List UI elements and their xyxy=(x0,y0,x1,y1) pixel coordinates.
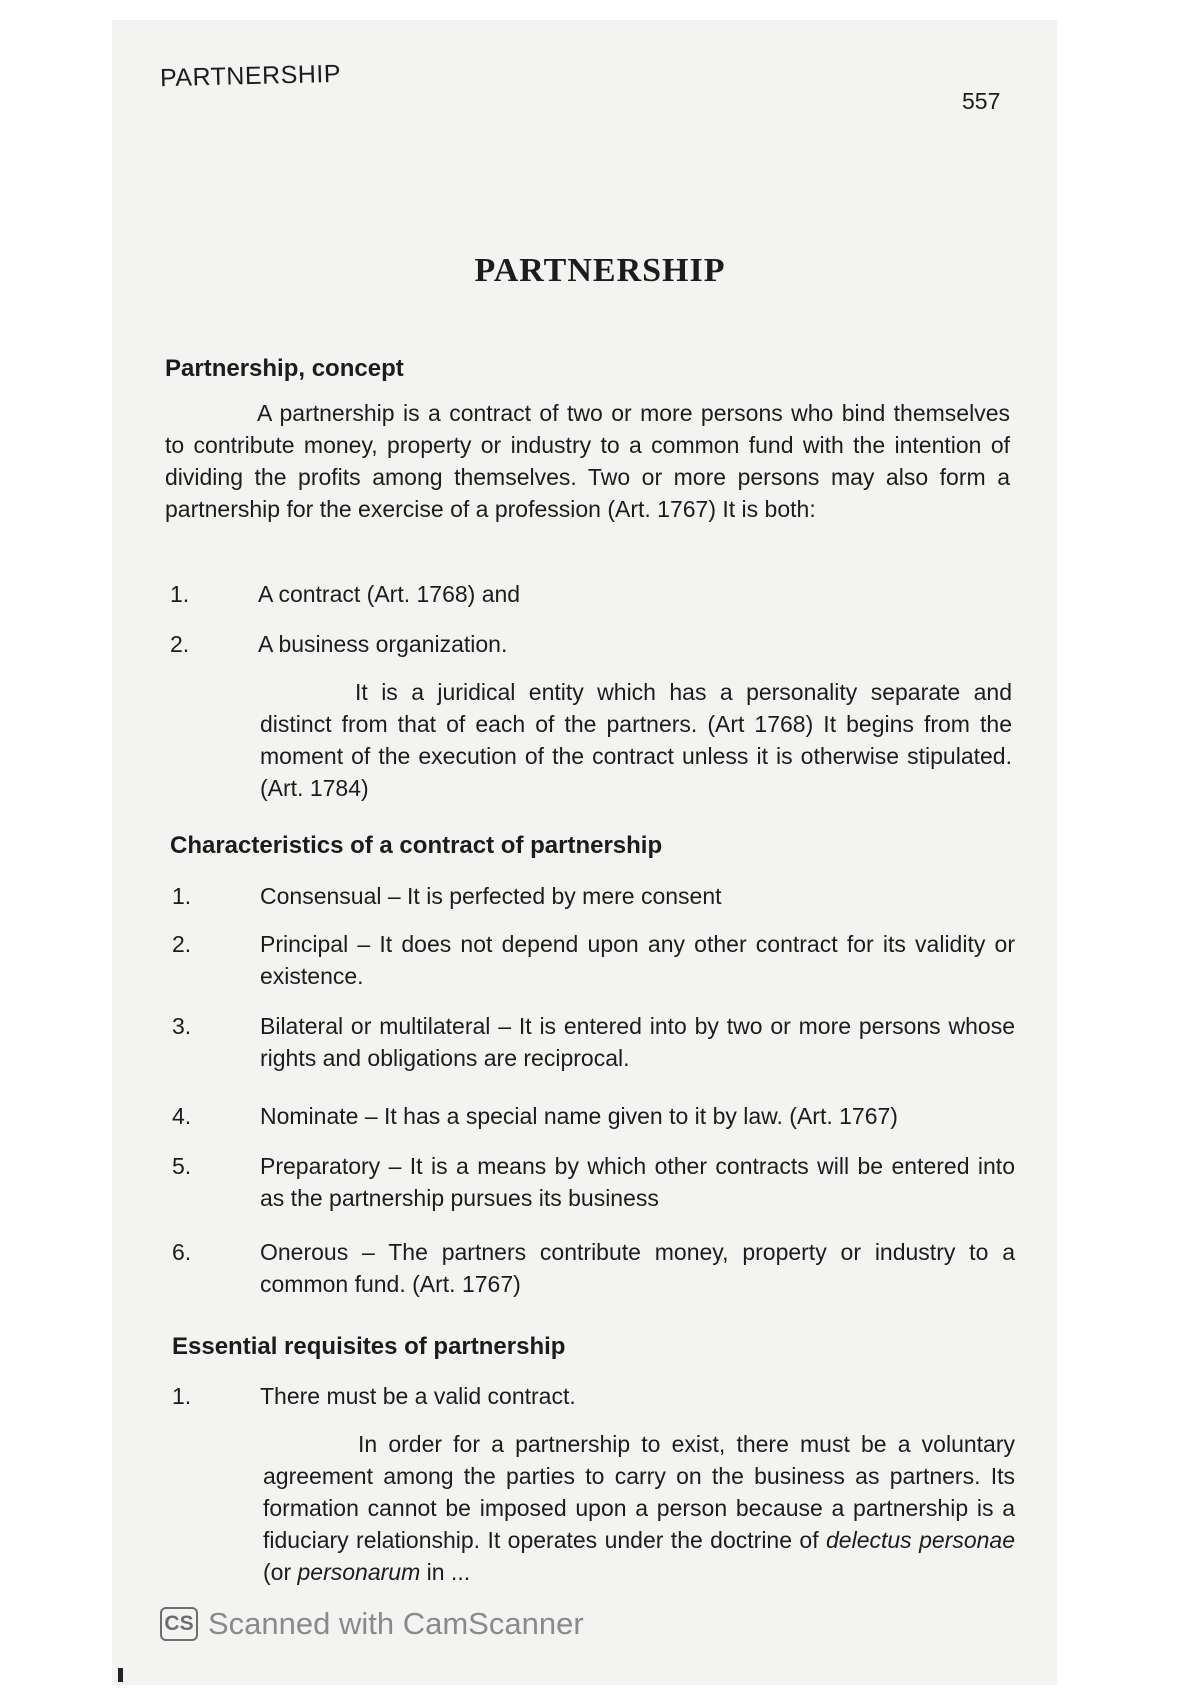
list-item-number: 2. xyxy=(172,931,192,957)
list-item xyxy=(172,1010,1017,1074)
requisites-text-end: in ... xyxy=(426,1559,471,1585)
list-item-number: 1. xyxy=(170,581,190,607)
list-item-text: Onerous – The partners contribute money, property or industry to a common fund. (Art. 1767) xyxy=(260,1239,1015,1297)
list-item xyxy=(172,880,1017,912)
list-item-text: Nominate – It has a special name given to it by law. (Art. 1767) xyxy=(260,1103,898,1129)
list-item-text: Principal – It does not depend upon any other contract for its validity or existence. xyxy=(260,931,1015,989)
requisites-sub-paragraph xyxy=(263,1428,1015,1588)
concept-sub-paragraph-text: It is a juridical entity which has a personality separate and distinct from that of each of the partners. (Art 1768) It begins from the moment of the execution of the contract unless it is otherwise stipulated. (Art. 1784) xyxy=(260,679,1012,801)
list-item-number: 1. xyxy=(172,883,192,909)
requisites-text-start: In order for a partnership to exist, there must be a voluntary agreement among the parties to carry on the business as partners. Its formation cannot be imposed upon a person because a partnership is a fiduciary relationship. It operates under the doctrine of xyxy=(263,1431,1015,1553)
list-item-number: 5. xyxy=(172,1153,192,1179)
list-item-number: 6. xyxy=(172,1239,192,1265)
section-heading-requisites: Essential requisites of partnership xyxy=(172,1333,566,1360)
list-item-text: Consensual – It is perfected by mere consent xyxy=(260,883,722,909)
list-item-number: 3. xyxy=(172,1013,192,1039)
list-item xyxy=(172,1150,1017,1214)
list-item-number: 1. xyxy=(172,1383,192,1409)
list-item xyxy=(170,628,1015,660)
running-head: PARTNERSHIP xyxy=(159,59,342,93)
list-item xyxy=(172,1380,1017,1412)
list-item-text: A contract (Art. 1768) and xyxy=(258,581,521,607)
page-title: PARTNERSHIP xyxy=(474,252,726,289)
concept-paragraph xyxy=(165,397,1010,525)
requisites-latin-term: delectus personae xyxy=(826,1527,1015,1553)
list-item xyxy=(172,1100,1017,1132)
list-item-number: 4. xyxy=(172,1103,192,1129)
requisites-text-mid: (or xyxy=(263,1559,292,1585)
list-item-text: Preparatory – It is a means by which other contracts will be entered into as the partnership pursues its business xyxy=(260,1153,1015,1211)
list-item-text: Bilateral or multilateral – It is entered into by two or more persons whose rights and obligations are reciprocal. xyxy=(260,1013,1015,1071)
list-item-text: A business organization. xyxy=(258,631,508,657)
camscanner-watermark xyxy=(160,1604,584,1644)
list-item xyxy=(172,1236,1017,1300)
section-heading-characteristics: Characteristics of a contract of partnership xyxy=(170,832,663,859)
concept-sub-paragraph xyxy=(260,676,1012,804)
camscanner-logo-icon: CS xyxy=(160,1607,198,1641)
list-item xyxy=(170,578,1015,610)
list-item-number: 2. xyxy=(170,631,190,657)
page-number: 557 xyxy=(962,88,1001,114)
section-heading-concept: Partnership, concept xyxy=(165,355,404,382)
camscanner-text: Scanned with CamScanner xyxy=(208,1606,584,1641)
scan-artifact xyxy=(118,1668,123,1682)
concept-paragraph-text: A partnership is a contract of two or more persons who bind themselves to contribute money, property or industry to a common fund with the intention of dividing the profits among themselves. Two or more persons may also form a partnership for the exercise of a profession (Art. 1767) It is both: xyxy=(165,400,1010,522)
requisites-latin-term-2: personarum xyxy=(297,1559,421,1585)
list-item-text: There must be a valid contract. xyxy=(260,1383,576,1409)
list-item xyxy=(172,928,1017,992)
